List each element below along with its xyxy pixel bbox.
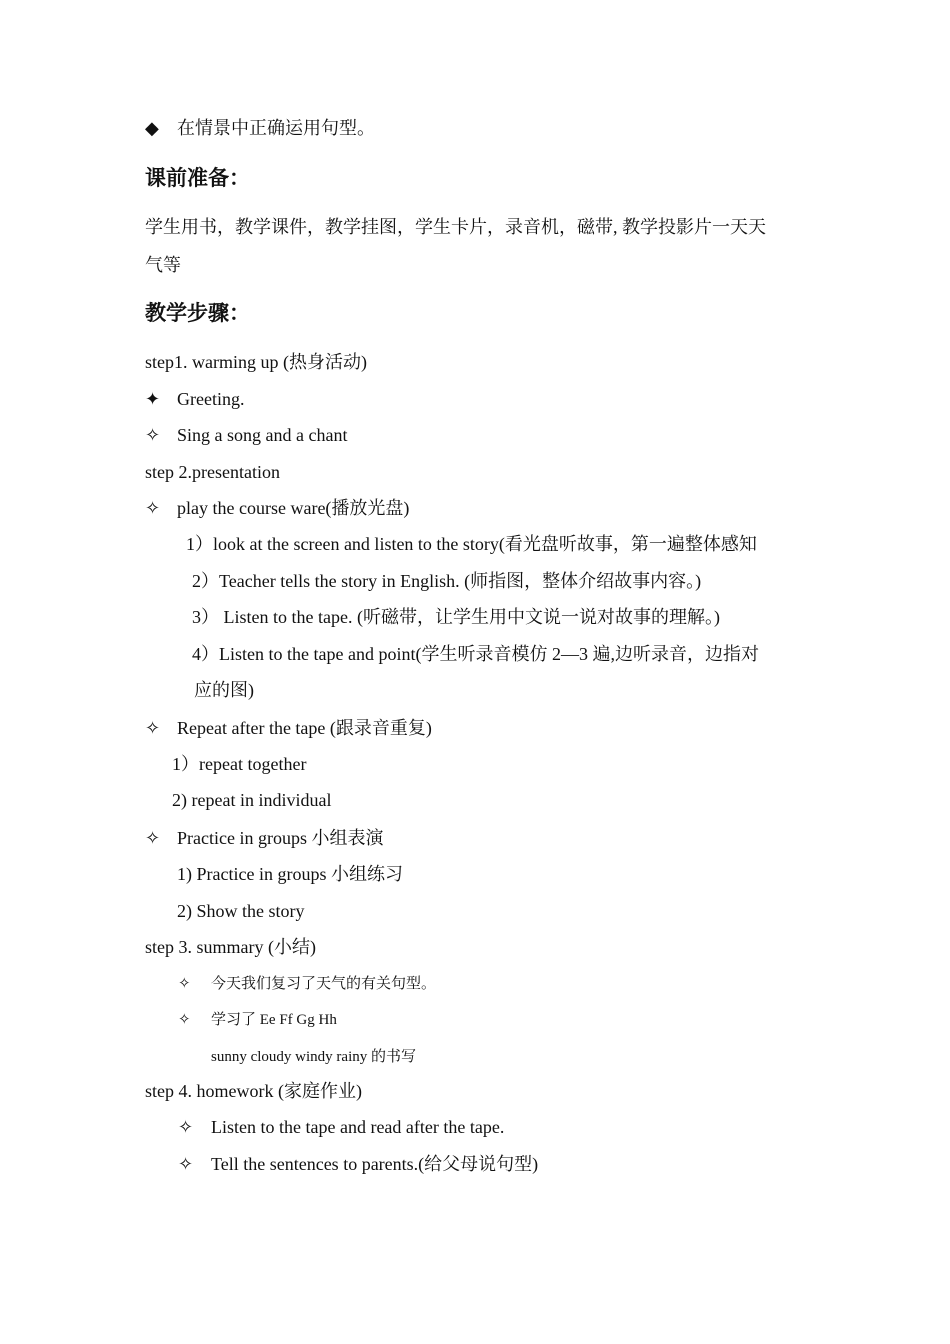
step3-item2: ✧ 学习了 Ee Ff Gg Hh	[178, 1008, 337, 1032]
star-bullet-icon: ✧	[178, 1012, 191, 1028]
diamond-bullet-icon: ◆	[145, 118, 159, 138]
step4-title: step 4. homework (家庭作业)	[145, 1081, 362, 1101]
step2-repeat-1: 1）repeat together	[172, 754, 307, 774]
star-bullet-icon: ✧	[145, 498, 161, 518]
prep-heading: 课前准备：	[145, 166, 250, 190]
steps-heading: 教学步骤：	[145, 301, 250, 325]
step2-practice: ✧ Practice in groups 小组表演	[145, 828, 384, 848]
star-bullet-icon: ✧	[145, 425, 161, 445]
prep-text-line2: 气等	[145, 255, 181, 275]
step1-title: step1. warming up (热身活动)	[145, 352, 367, 372]
step2-play: ✧ play the course ware(播放光盘)	[145, 498, 410, 518]
step2-sub4-line2: 应的图)	[194, 680, 254, 700]
step4-item2: ✧ Tell the sentences to parents.(给父母说句型)	[178, 1154, 539, 1174]
star-bullet-icon: ✧	[178, 976, 191, 992]
star-bullet-icon: ✧	[178, 1117, 194, 1137]
step2-sub4-line1: 4）Listen to the tape and point(学生听录音模仿 2—3 遍,边听录音，边指对	[192, 644, 759, 664]
step3-item2-line2: sunny cloudy windy rainy 的书写	[211, 1049, 416, 1065]
step2-sub2: 2）Teacher tells the story in English. (师指图，整体介绍故事内容。)	[192, 571, 702, 591]
step2-sub3: 3） Listen to the tape. (听磁带，让学生用中文说一说对故事的理解。)	[192, 607, 720, 627]
step2-sub1: 1）look at the screen and listen to the story(看光盘听故事，第一遍整体感知	[186, 534, 757, 554]
step4-item1: ✧ Listen to the tape and read after the tape.	[178, 1117, 505, 1137]
step2-repeat: ✧ Repeat after the tape (跟录音重复)	[145, 718, 432, 738]
step2-repeat-2: 2) repeat in individual	[172, 790, 332, 810]
star-bold-bullet-icon: ✦	[145, 389, 161, 409]
star-bullet-icon: ✧	[178, 1154, 194, 1174]
step1-sing: ✧ Sing a song and a chant	[145, 425, 348, 445]
star-bullet-icon: ✧	[145, 718, 161, 738]
star-bullet-icon: ✧	[145, 828, 161, 848]
step3-item1: ✧ 今天我们复习了天气的有关句型。	[178, 972, 436, 996]
step1-greeting: ✦ Greeting.	[145, 389, 245, 409]
prep-text-line1: 学生用书，教学课件，教学挂图，学生卡片，录音机，磁带, 教学投影片一天天	[145, 217, 766, 237]
step2-practice-2: 2) Show the story	[177, 901, 305, 921]
step2-practice-1: 1) Practice in groups 小组练习	[177, 864, 403, 884]
step2-title: step 2.presentation	[145, 462, 280, 482]
step3-title: step 3. summary (小结)	[145, 937, 316, 957]
objective-item: ◆ 在情景中正确运用句型。	[145, 118, 375, 138]
